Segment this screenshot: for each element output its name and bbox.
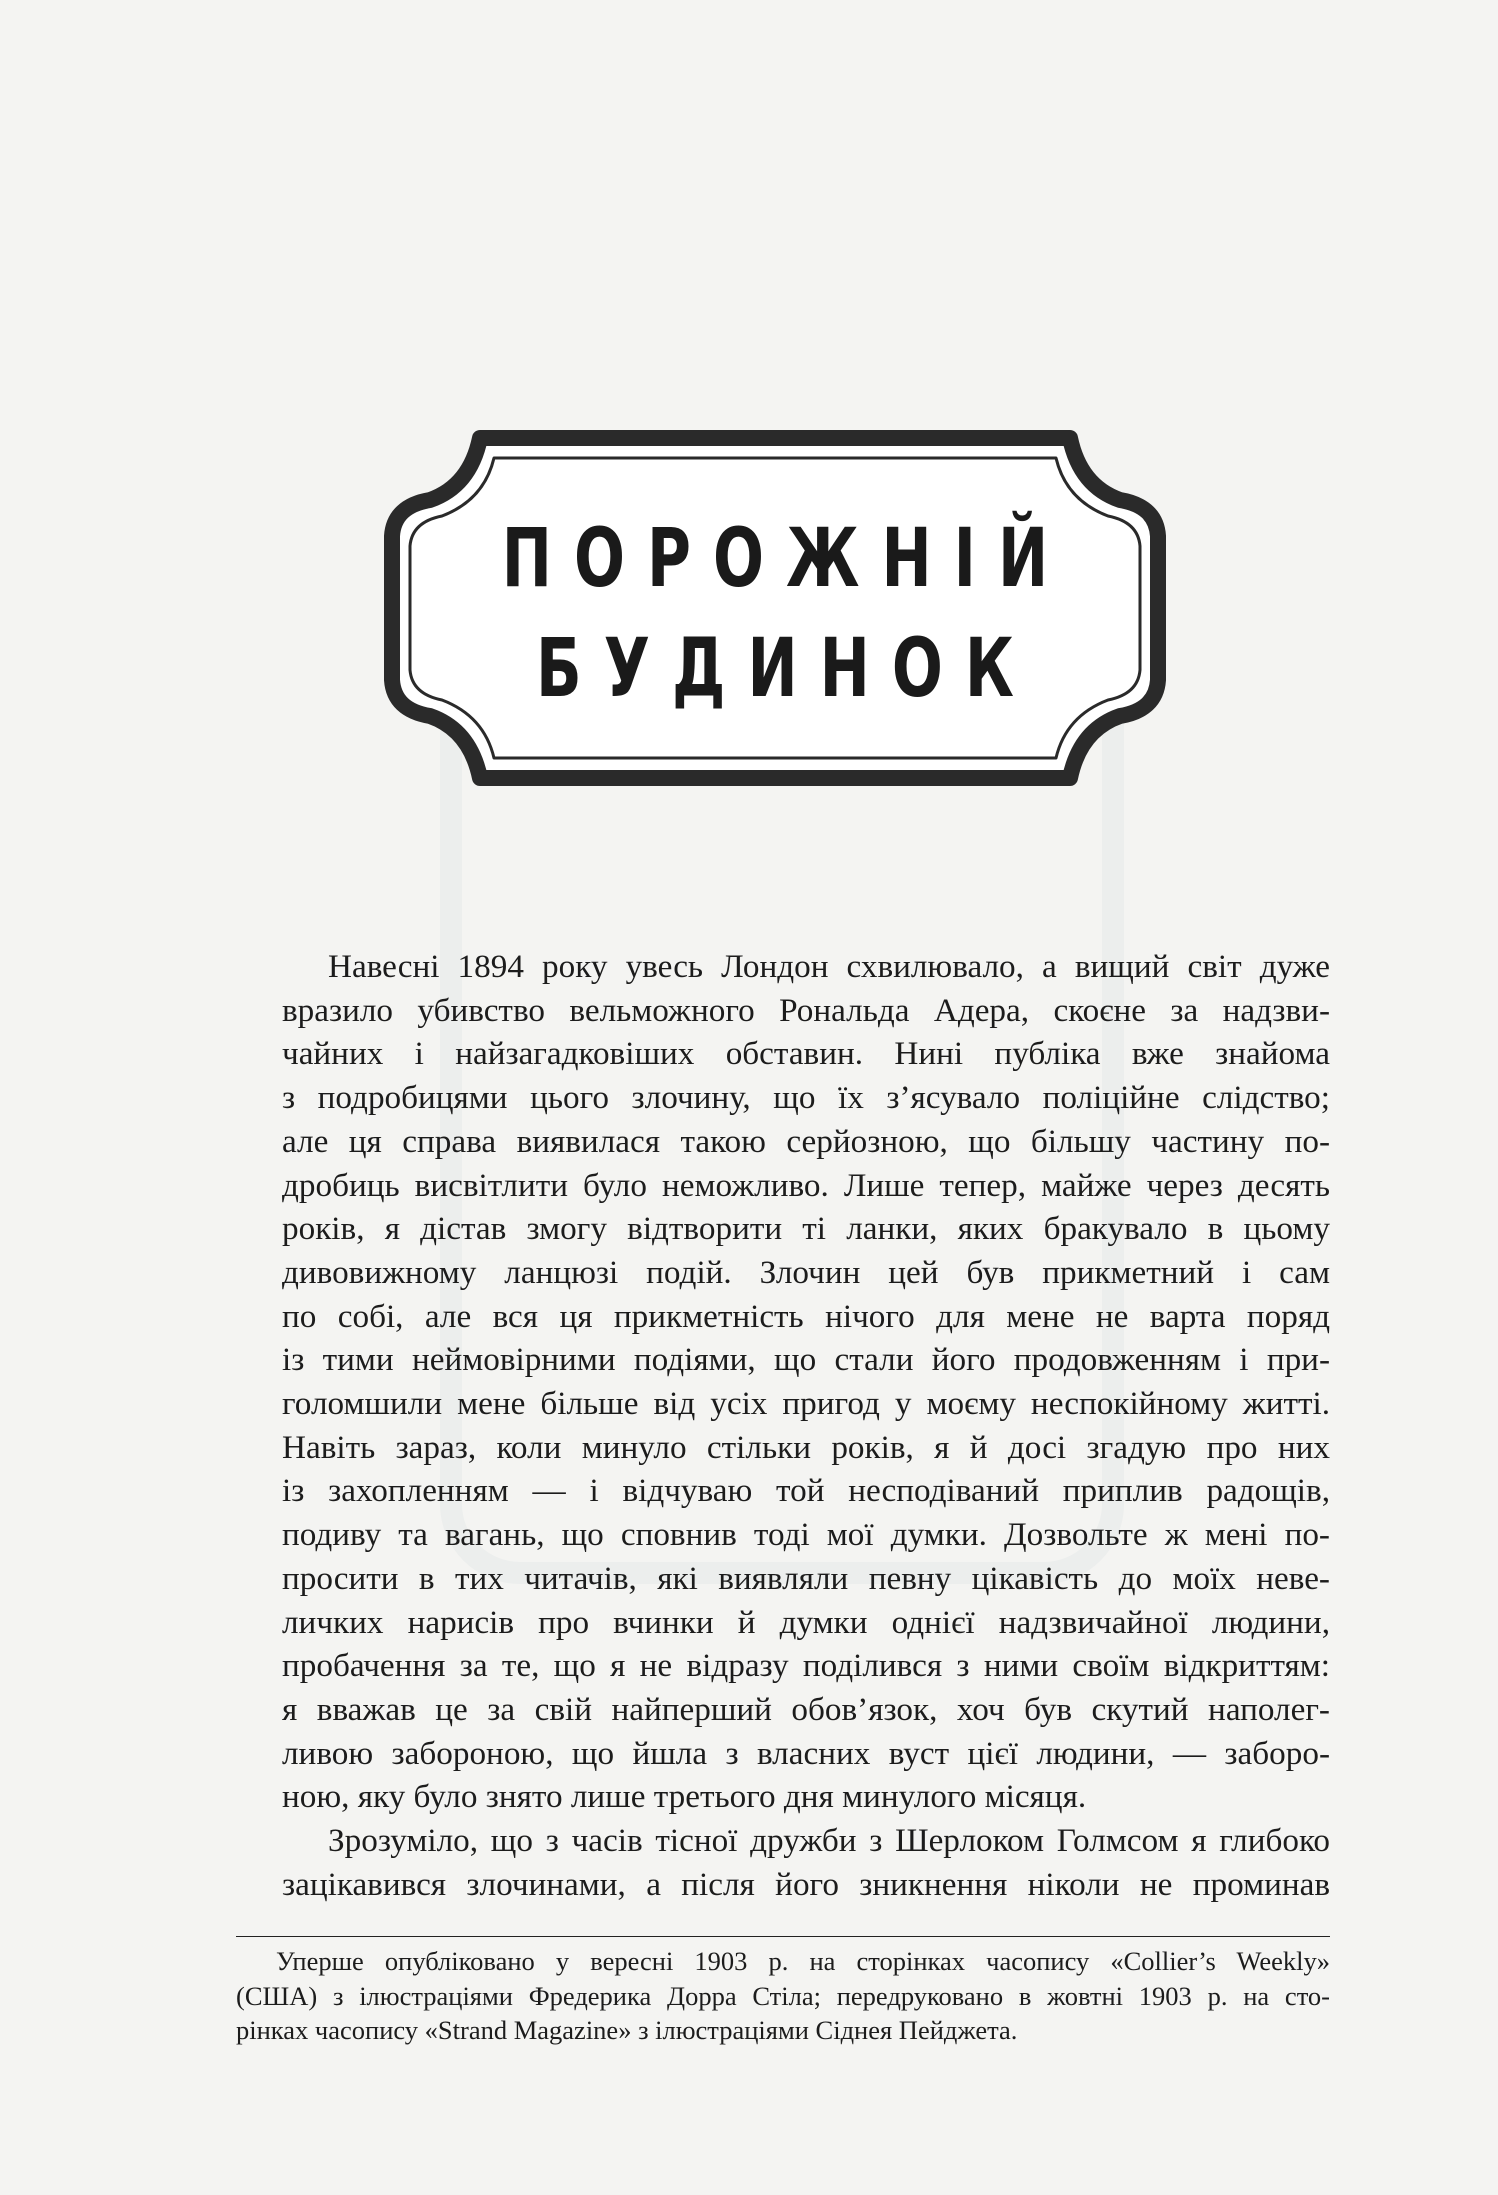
text-line: Навесні 1894 року увесь Лондон схвилювало, а вищий світ дуже — [328, 948, 1330, 985]
text-line: але ця справа виявилася такою серйозною, що більшу частину по- — [282, 1122, 1330, 1160]
text-line: ливою забороною, що йшла з власних вуст цієї людини, — заборо- — [282, 1734, 1330, 1772]
title-plaque — [380, 426, 1170, 790]
footnote-line: Уперше опубліковано у вересні 1903 р. на сторінках часопису «Collier’s Weekly» — [276, 1946, 1330, 1976]
text-line: пробачення за те, що я не відразу поділився з ними своїм відкриттям: — [282, 1647, 1330, 1685]
text-line: я вважав це за свій найперший обов’язок, хоч був скутий наполег- — [282, 1690, 1330, 1728]
text-line: дробиць висвітлити було неможливо. Лише тепер, майже через десять — [282, 1166, 1330, 1204]
text-line: зацікавився злочинами, а після його зникнення ніколи не проминав — [282, 1865, 1330, 1903]
text-line: дивовижному ланцюзі подій. Злочин цей був прикметний і сам — [282, 1253, 1330, 1291]
plaque-frame — [380, 426, 1170, 790]
text-line: голомшили мене більше від усіх пригод у моєму неспокійному житті. — [282, 1385, 1330, 1423]
text-line: по собі, але вся ця прикметність нічого для мене не варта поряд — [282, 1297, 1330, 1335]
footnote-line: рінках часопису «Strand Magazine» з ілюстраціями Сіднея Пейджета. — [236, 2015, 1018, 2045]
title-line-2: БУДИНОК — [536, 621, 1036, 717]
title-line-1: ПОРОЖНІЙ — [501, 511, 1071, 607]
text-line: років, я дістав змогу відтворити ті ланки, яких бракувало в цьому — [282, 1210, 1330, 1248]
footnote-line: (США) з ілюстраціями Фредерика Дорра Стіла; передруковано в жовтні 1903 р. на сто- — [236, 1980, 1330, 2011]
text-line: ною, яку було знято лише третього дня минулого місяця. — [282, 1778, 1087, 1816]
paragraph-2 — [236, 1819, 1330, 1906]
text-line: чайних і найзагадковіших обставин. Нині публіка вже знайома — [282, 1035, 1330, 1073]
text-line: личких нарисів про вчинки й думки однієї надзвичайної людини, — [282, 1603, 1330, 1641]
text-line: подиву та вагань, що сповнив тоді мої думки. Дозвольте ж мені по- — [282, 1516, 1330, 1554]
plaque-outer-border — [392, 438, 1158, 778]
text-line: Навіть зараз, коли минуло стільки років, я й досі згадую про них — [282, 1428, 1330, 1466]
text-line: із захопленням — і відчуваю той несподіваний приплив радощів, — [282, 1472, 1330, 1510]
body-text — [236, 945, 1330, 1906]
text-line: з подробицями цього злочину, що їх з’ясувало поліційне слідство; — [282, 1079, 1330, 1117]
text-line: вразило убивство вельможного Рональда Адера, скоєне за надзви- — [282, 991, 1330, 1029]
text-line: просити в тих читачів, які виявляли певну цікавість до моїх неве- — [282, 1559, 1330, 1597]
footnote-divider — [236, 1936, 1330, 1937]
text-line: Зрозуміло, що з часів тісної дружби з Шерлоком Голмсом я глибоко — [328, 1822, 1330, 1860]
footnote — [236, 1944, 1330, 2048]
text-line: із тими неймовірними подіями, що стали його продовженням і при- — [282, 1341, 1330, 1379]
paragraph-1 — [236, 945, 1330, 1819]
